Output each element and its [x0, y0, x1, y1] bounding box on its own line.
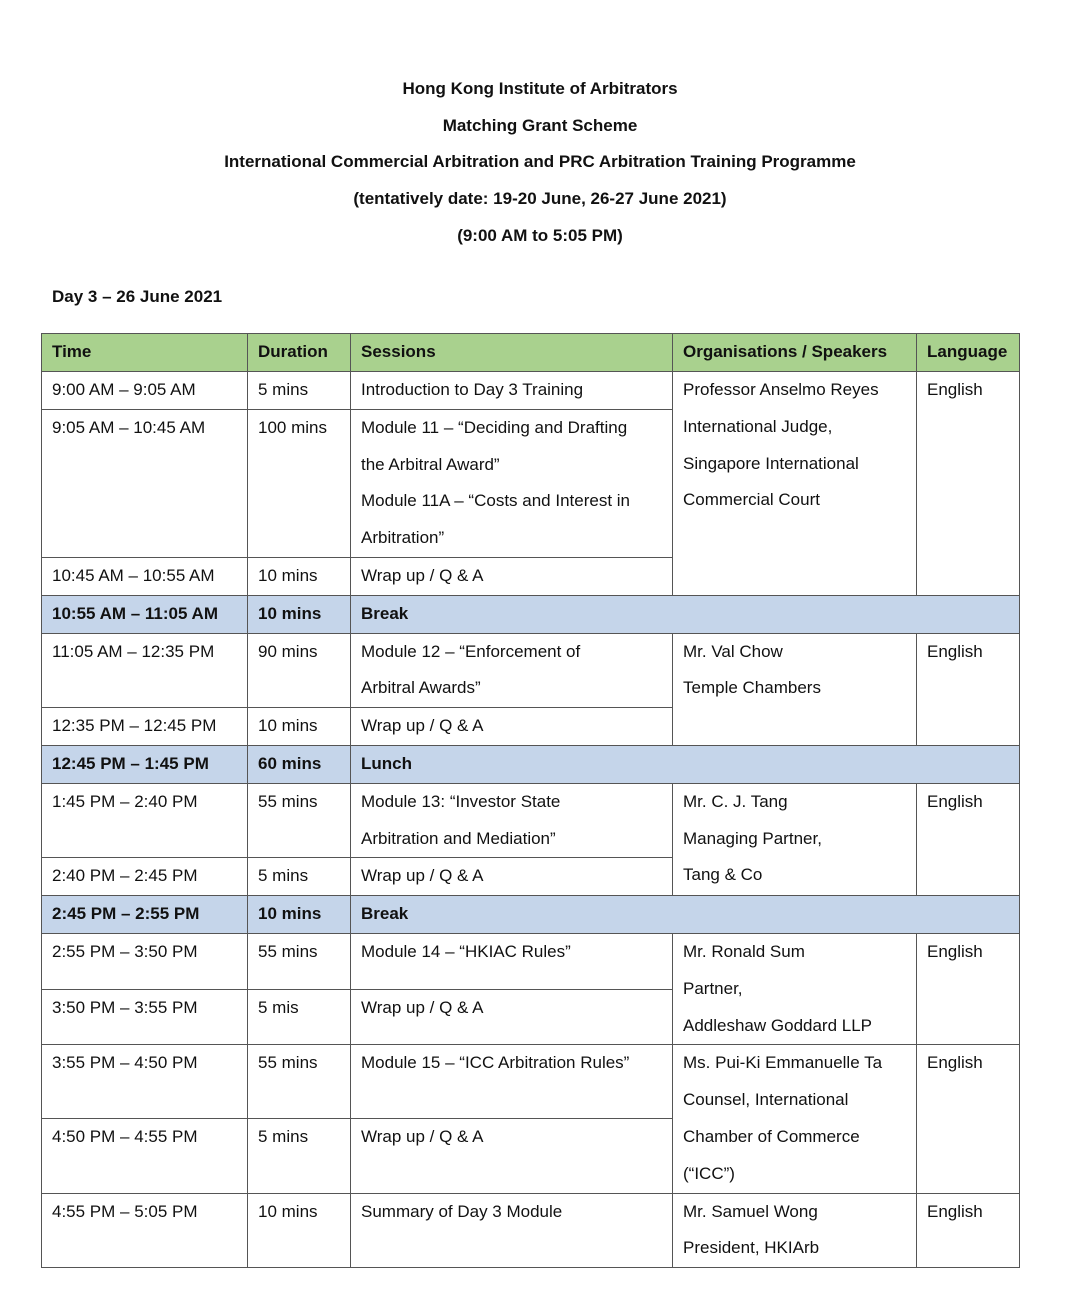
- speaker-cell: [673, 372, 917, 596]
- duration-cell: 5 mins: [248, 372, 351, 410]
- time-cell: 2:55 PM – 3:50 PM: [42, 933, 248, 989]
- break-row: [42, 595, 1020, 633]
- session-line: Wrap up / Q & A: [361, 1127, 484, 1147]
- column-header-time: Time: [42, 334, 248, 372]
- speaker-line: Managing Partner,: [683, 828, 822, 848]
- session-line: Module 15 – “ICC Arbitration Rules”: [361, 1053, 630, 1073]
- language-cell: English: [917, 933, 1020, 1044]
- duration-cell: 10 mins: [248, 708, 351, 746]
- language-cell: English: [917, 1193, 1020, 1268]
- scheme-title: Matching Grant Scheme: [442, 116, 638, 135]
- session-line: Arbitration”: [361, 528, 445, 548]
- session-cell: [351, 708, 673, 746]
- speaker-line: President, HKIArb: [683, 1238, 820, 1258]
- time-cell: 4:55 PM – 5:05 PM: [42, 1193, 248, 1268]
- session-cell: [351, 783, 673, 858]
- time-cell: 10:45 AM – 10:55 AM: [42, 557, 248, 595]
- time-cell: 3:55 PM – 4:50 PM: [42, 1045, 248, 1119]
- duration-cell: 5 mins: [248, 1119, 351, 1193]
- programme-title: International Commercial Arbitration and PRC Arbitration Training Programme: [224, 152, 856, 171]
- time-cell: 2:45 PM – 2:55 PM: [42, 896, 248, 934]
- session-cell: [351, 557, 673, 595]
- session-line: Module 11 – “Deciding and Drafting: [361, 417, 628, 437]
- session-cell: [351, 595, 1020, 633]
- speaker-line: Tang & Co: [683, 865, 763, 885]
- table-row: [42, 1193, 1020, 1268]
- session-cell: [351, 989, 673, 1045]
- table-row: [42, 633, 1020, 708]
- duration-cell: 10 mins: [248, 557, 351, 595]
- session-line: Introduction to Day 3 Training: [361, 380, 584, 399]
- session-line: Wrap up / Q & A: [361, 997, 484, 1017]
- session-line: Break: [361, 603, 409, 623]
- speaker-line: (“ICC”): [683, 1163, 735, 1183]
- session-line: the Arbitral Award”: [361, 454, 500, 474]
- session-line: Lunch: [361, 753, 412, 773]
- table-header-row: [42, 334, 1020, 372]
- session-cell: [351, 1119, 673, 1193]
- duration-cell: 5 mis: [248, 989, 351, 1045]
- speaker-line: Addleshaw Goddard LLP: [683, 1015, 873, 1035]
- session-line: Wrap up / Q & A: [361, 866, 484, 886]
- speaker-cell: [673, 633, 917, 745]
- duration-cell: 5 mins: [248, 858, 351, 896]
- session-cell: [351, 896, 1020, 934]
- session-cell: [351, 409, 673, 557]
- schedule-table: [41, 333, 1020, 1268]
- language-cell: English: [917, 633, 1020, 745]
- speaker-line: Mr. Ronald Sum: [683, 941, 805, 961]
- speaker-line: Singapore International: [683, 453, 859, 473]
- session-cell: [351, 1045, 673, 1119]
- programme-hours: (9:00 AM to 5:05 PM): [457, 226, 623, 245]
- time-cell: 12:45 PM – 1:45 PM: [42, 745, 248, 783]
- time-cell: 12:35 PM – 12:45 PM: [42, 708, 248, 746]
- speaker-line: International Judge,: [683, 416, 833, 436]
- break-row: [42, 896, 1020, 934]
- table-row: [42, 372, 1020, 410]
- duration-cell: 90 mins: [248, 633, 351, 708]
- speaker-cell: [673, 933, 917, 1044]
- table-row: [42, 933, 1020, 989]
- speaker-line: Mr. Val Chow: [683, 641, 783, 661]
- session-line: Module 11A – “Costs and Interest in: [361, 491, 631, 511]
- speaker-line: Commercial Court: [683, 490, 820, 510]
- time-cell: 9:05 AM – 10:45 AM: [42, 409, 248, 557]
- speaker-line: Counsel, International: [683, 1090, 849, 1110]
- column-header-language: Language: [917, 334, 1020, 372]
- session-line: Arbitral Awards”: [361, 678, 481, 698]
- speaker-line: Mr. C. J. Tang: [683, 791, 788, 811]
- speaker-line: Chamber of Commerce: [683, 1126, 860, 1146]
- session-line: Wrap up / Q & A: [361, 565, 484, 585]
- speaker-cell: [673, 1045, 917, 1193]
- speaker-line: Ms. Pui-Ki Emmanuelle Ta: [683, 1053, 883, 1073]
- speaker-cell: [673, 783, 917, 895]
- speaker-line: Mr. Samuel Wong: [683, 1201, 818, 1221]
- organisation-title: Hong Kong Institute of Arbitrators: [402, 79, 678, 98]
- session-line: Module 14 – “HKIAC Rules”: [361, 941, 571, 961]
- break-row: [42, 745, 1020, 783]
- session-line: Module 12 – “Enforcement of: [361, 641, 581, 661]
- session-cell: [351, 372, 673, 410]
- speaker-cell: [673, 1193, 917, 1268]
- session-cell: [351, 633, 673, 708]
- duration-cell: 10 mins: [248, 1193, 351, 1268]
- time-cell: 4:50 PM – 4:55 PM: [42, 1119, 248, 1193]
- duration-cell: 10 mins: [248, 595, 351, 633]
- time-cell: 9:00 AM – 9:05 AM: [42, 372, 248, 410]
- speaker-line: Temple Chambers: [683, 678, 821, 698]
- time-cell: 1:45 PM – 2:40 PM: [42, 783, 248, 858]
- duration-cell: 100 mins: [248, 409, 351, 557]
- table-row: [42, 1045, 1020, 1119]
- session-cell: [351, 933, 673, 989]
- time-cell: 2:40 PM – 2:45 PM: [42, 858, 248, 896]
- language-cell: English: [917, 1045, 1020, 1193]
- programme-dates: (tentatively date: 19-20 June, 26-27 June 2021): [353, 189, 727, 208]
- session-cell: [351, 858, 673, 896]
- time-cell: 11:05 AM – 12:35 PM: [42, 633, 248, 708]
- table-row: [42, 783, 1020, 858]
- session-line: Summary of Day 3 Module: [361, 1201, 563, 1221]
- session-line: Wrap up / Q & A: [361, 716, 484, 736]
- session-line: Break: [361, 904, 409, 924]
- language-cell: English: [917, 783, 1020, 895]
- column-header-duration: Duration: [248, 334, 351, 372]
- time-cell: 3:50 PM – 3:55 PM: [42, 989, 248, 1045]
- session-cell: [351, 1193, 673, 1268]
- duration-cell: 10 mins: [248, 896, 351, 934]
- session-line: Arbitration and Mediation”: [361, 828, 556, 848]
- session-cell: [351, 745, 1020, 783]
- day-title: Day 3 – 26 June 2021: [52, 287, 223, 306]
- duration-cell: 60 mins: [248, 745, 351, 783]
- language-cell: English: [917, 372, 1020, 596]
- session-line: Module 13: “Investor State: [361, 791, 561, 811]
- duration-cell: 55 mins: [248, 933, 351, 989]
- speaker-line: Partner,: [683, 978, 743, 998]
- duration-cell: 55 mins: [248, 783, 351, 858]
- column-header-organisations: Organisations / Speakers: [673, 334, 917, 372]
- speaker-line: Professor Anselmo Reyes: [683, 380, 879, 399]
- time-cell: 10:55 AM – 11:05 AM: [42, 595, 248, 633]
- column-header-sessions: Sessions: [351, 334, 673, 372]
- duration-cell: 55 mins: [248, 1045, 351, 1119]
